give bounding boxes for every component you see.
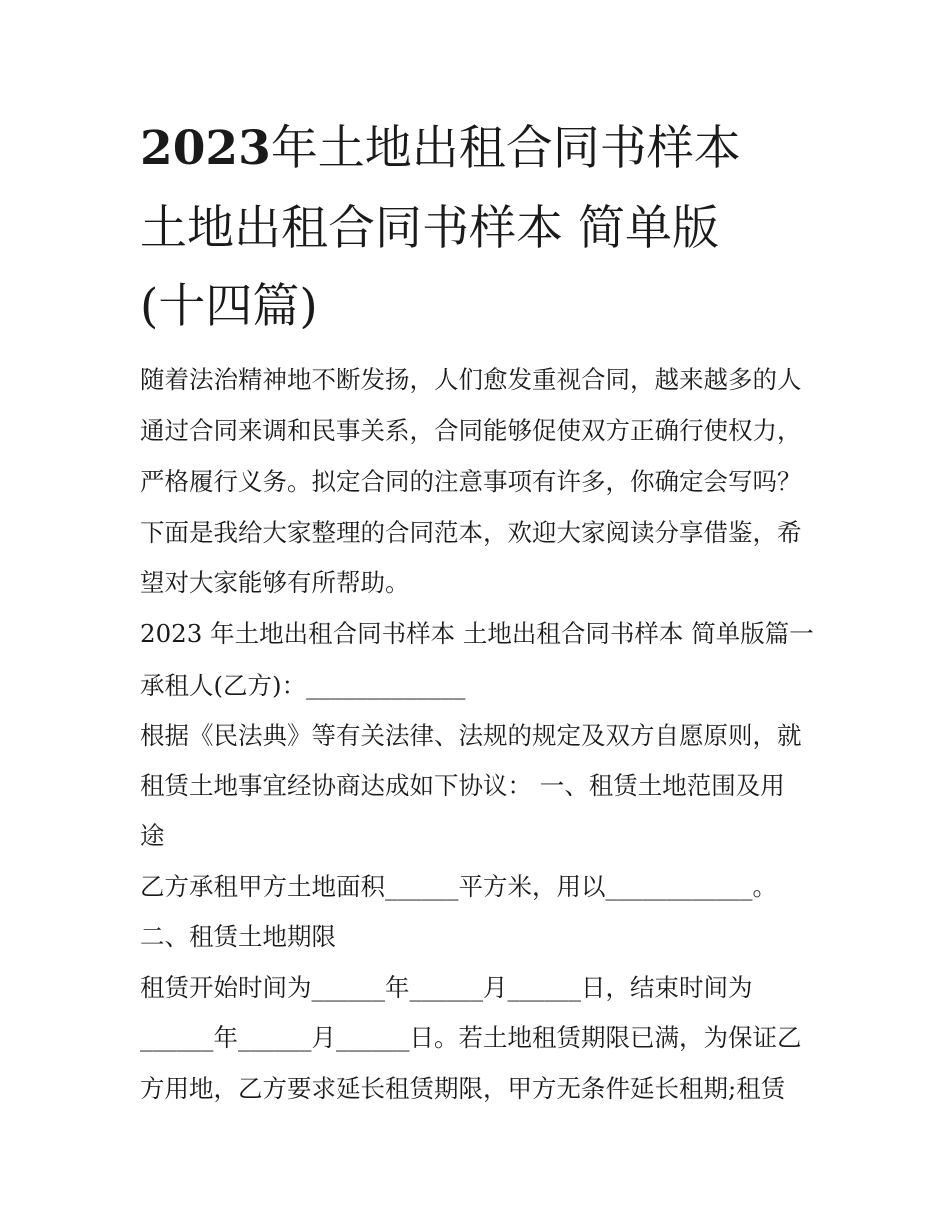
body-line: 方用地，乙方要求延长租赁期限，甲方无条件延长租期;租赁	[140, 1074, 786, 1103]
lessee-line: 承租人(乙方)：_____________	[140, 671, 466, 700]
title-line-1	[140, 110, 830, 188]
title-line-2: 土地出租合同书样本 简单版	[140, 201, 719, 256]
title-year: 2023	[140, 121, 271, 176]
body-line: 租赁开始时间为______年______月______日，结束时间为	[140, 973, 753, 1002]
body-line: 乙方承租甲方土地面积______平方米，用以____________。	[140, 872, 777, 901]
body-line: 租赁土地事宜经协商达成如下协议： 一、租赁土地范围及用	[140, 771, 785, 800]
body-line: ______年______月______日。若土地租赁期限已满，为保证乙	[140, 1023, 802, 1052]
body-line: 途	[140, 821, 165, 850]
body-line: 望对大家能够有所帮助。	[140, 568, 410, 597]
section-heading: 2023 年土地出租合同书样本 土地出租合同书样本 简单版篇一	[140, 619, 814, 648]
title-line-3: (十四篇)	[140, 279, 318, 334]
clause-heading: 二、租赁土地期限	[140, 922, 336, 951]
body-line: 下面是我给大家整理的合同范本，欢迎大家阅读分享借鉴，希	[140, 518, 802, 547]
body-line: 严格履行义务。拟定合同的注意事项有许多，你确定会写吗？	[140, 467, 802, 496]
body-line: 随着法治精神地不断发扬，人们愈发重视合同，越来越多的人	[140, 365, 802, 394]
body-line: 根据《民法典》等有关法律、法规的规定及双方自愿原则，就	[140, 721, 802, 750]
title-line-1-text: 年土地出租合同书样本	[270, 121, 741, 176]
body-line: 通过合同来调和民事关系，合同能够促使双方正确行使权力，	[140, 416, 802, 445]
